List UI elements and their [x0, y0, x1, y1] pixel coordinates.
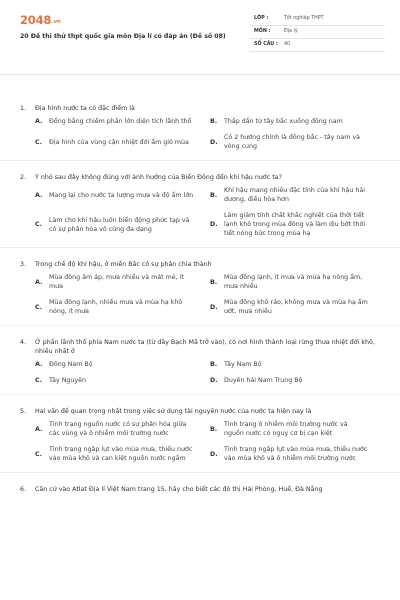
option-text: Thấp dần từ tây bắc xuống đông nam	[224, 118, 343, 125]
option-row	[35, 117, 400, 126]
question-number: 2.	[20, 174, 27, 181]
question-number: 3.	[20, 261, 27, 268]
question-2	[0, 173, 400, 248]
answer-options	[0, 360, 400, 385]
option-c[interactable]	[35, 298, 210, 316]
option-d[interactable]	[210, 376, 385, 385]
option-text: Khí hậu mang nhiều đặc tính của khí hậu hải dương, điều hòa hơn	[224, 187, 365, 203]
meta-value: Tốt nghiệp THPT	[284, 16, 324, 21]
question-text: Ý nhỏ sau đây không đúng với ảnh hưởng của Biển Đông đến khí hậu nước ta?	[35, 174, 282, 181]
option-letter: C.	[35, 221, 43, 228]
option-letter: A.	[35, 118, 43, 125]
meta-row-grade	[250, 13, 385, 26]
option-text: Làm cho khí hậu luôn biến động phức tạp và có sự phân hóa vô cùng đa dạng	[49, 216, 190, 233]
question-divider	[0, 394, 400, 395]
option-letter: C.	[35, 138, 43, 146]
option-letter: B.	[210, 278, 218, 286]
meta-key: LỚP :	[254, 16, 269, 21]
logo-suffix: .vn	[52, 19, 61, 25]
option-d[interactable]	[210, 211, 385, 238]
option-text: Duyên hải Nam Trung Bộ	[224, 377, 303, 384]
question-list	[0, 104, 400, 494]
site-logo[interactable]	[20, 13, 60, 27]
option-row	[35, 273, 400, 291]
question-text: Địa hình nước ta có đặc điểm là	[35, 105, 135, 112]
option-letter: B.	[210, 118, 218, 125]
option-text: Tây Nam Bộ	[224, 361, 262, 368]
option-letter: D.	[210, 450, 218, 458]
option-c[interactable]	[35, 376, 210, 385]
option-row	[35, 133, 400, 151]
question-text: Trong chế độ khí hậu, ở miền Bắc có sự phân chia thành	[35, 261, 212, 268]
option-letter: D.	[210, 377, 218, 384]
option-letter: A.	[35, 278, 43, 286]
question-number: 4.	[20, 339, 27, 346]
question-number: 6.	[20, 486, 27, 493]
meta-row-subject	[250, 26, 385, 39]
option-b[interactable]	[210, 360, 385, 369]
option-letter: D.	[210, 138, 218, 146]
option-text: Mùa đông khô ráo, không mưa và mùa hạ ẩm ướt, mưa nhiều	[224, 299, 368, 315]
option-letter: B.	[210, 361, 218, 368]
option-row	[35, 211, 400, 238]
option-letter: D.	[210, 303, 218, 311]
meta-value: 40	[284, 42, 291, 47]
option-d[interactable]	[210, 445, 385, 463]
question-6	[0, 485, 400, 494]
option-letter: B.	[210, 191, 218, 199]
option-a[interactable]	[35, 191, 210, 200]
option-text: Tình trạng nguồn nước có sự phân hóa giữa các vùng và ô nhiễm môi trường nước	[49, 421, 187, 437]
option-text: Đồng bằng chiếm phần lớn diện tích lãnh thổ	[49, 118, 192, 125]
option-text: Địa hình của vùng cận nhiệt đới ẩm gió mùa	[49, 138, 189, 146]
question-3	[0, 260, 400, 326]
option-a[interactable]	[35, 420, 210, 438]
question-divider	[0, 160, 400, 161]
question-stem	[0, 104, 400, 113]
logo-text: 2048	[20, 13, 52, 27]
question-4	[0, 338, 400, 395]
question-stem	[0, 173, 400, 182]
option-letter: C.	[35, 450, 43, 458]
option-a[interactable]	[35, 273, 210, 291]
option-text: Đông Nam Bộ	[49, 361, 93, 368]
question-divider	[0, 472, 400, 473]
option-text: Tình trạng ngập lụt vào mùa mưa, thiếu nước vào mùa khô và ô nhiễm môi trường nước	[224, 446, 368, 462]
question-number: 5.	[20, 408, 27, 415]
option-b[interactable]	[210, 117, 385, 126]
question-stem	[0, 407, 400, 416]
meta-value: Địa lý	[284, 29, 298, 34]
option-c[interactable]	[35, 138, 210, 147]
option-text: Làm giảm tính chất khắc nghiệt của thời tiết lạnh khô trong mùa đông và làm dịu bớt thời tiết nóng bức trong mùa hạ	[224, 212, 366, 237]
meta-key: MÔN :	[254, 29, 271, 34]
option-text: Tình trạng ô nhiễm môi trường nước và nguồn nước có nguy cơ bị cạn kiệt	[224, 421, 348, 437]
option-a[interactable]	[35, 117, 210, 126]
option-text: Mang lại cho nước ta lượng mưa và độ ẩm lớn	[49, 191, 194, 199]
header-divider	[0, 74, 400, 75]
option-row	[35, 360, 400, 369]
question-text: Ở phần lãnh thổ phía Nam nước ta (từ dãy Bạch Mã trở vào), có nơi hình thành loại rừng thưa nhiệt đới khô, nhiều nhất ở	[35, 339, 375, 355]
option-text: Mùa đông ấm áp, mưa nhiều và mát mẻ, ít mưa	[49, 274, 184, 290]
answer-options	[0, 186, 400, 238]
option-text: Tây Nguyên	[49, 377, 86, 384]
option-c[interactable]	[35, 216, 210, 234]
question-stem	[0, 338, 400, 356]
option-row	[35, 420, 400, 438]
option-b[interactable]	[210, 186, 385, 204]
question-1	[0, 104, 400, 161]
option-c[interactable]	[35, 445, 210, 463]
question-divider	[0, 325, 400, 326]
option-letter: C.	[35, 303, 43, 311]
option-letter: A.	[35, 361, 43, 368]
option-text: Mùa đông lạnh, nhiều mưa và mùa hạ khô nóng, ít mưa	[49, 299, 183, 315]
option-d[interactable]	[210, 298, 385, 316]
option-letter: A.	[35, 425, 43, 433]
answer-options	[0, 117, 400, 151]
question-stem	[0, 485, 400, 494]
option-letter: D.	[210, 221, 218, 228]
question-number: 1.	[20, 105, 27, 112]
meta-table	[250, 13, 385, 52]
option-b[interactable]	[210, 273, 385, 291]
document-title: 20 Đề thi thử thpt quốc gia môn Địa lí có đáp án (Đề số 08)	[20, 33, 226, 40]
question-divider	[0, 247, 400, 248]
page-header	[0, 0, 400, 64]
meta-row-count	[250, 39, 385, 52]
option-letter: A.	[35, 191, 43, 199]
option-text: Mùa đông lạnh, ít mưa và mùa hạ nóng ẩm, mưa nhiều	[224, 274, 363, 290]
answer-options	[0, 420, 400, 463]
meta-key: SỐ CÂU :	[254, 42, 278, 47]
option-b[interactable]	[210, 420, 385, 438]
question-text: Căn cứ vào Atlat Địa lí Việt Nam trang 15, hãy cho biết các đô thị Hải Phòng, Huế, Đà Nẵng	[35, 486, 323, 493]
option-row	[35, 376, 400, 385]
answer-options	[0, 273, 400, 316]
question-stem	[0, 260, 400, 269]
option-text: Tình trạng ngập lụt vào mùa mưa, thiếu nước vào mùa khô và cạn kiệt nguồn nước ngầm	[49, 446, 193, 462]
option-a[interactable]	[35, 360, 210, 369]
option-letter: B.	[210, 425, 218, 433]
question-text: Hai vấn đề quan trọng nhất trong việc sử dụng tài nguyên nước của nước ta hiện nay là	[35, 408, 312, 415]
option-row	[35, 445, 400, 463]
question-5	[0, 407, 400, 473]
option-letter: C.	[35, 377, 43, 384]
option-row	[35, 298, 400, 316]
option-d[interactable]	[210, 133, 385, 151]
option-text: Có 2 hướng chính là đông bắc - tây nam và vòng cung	[224, 134, 360, 150]
option-row	[35, 186, 400, 204]
